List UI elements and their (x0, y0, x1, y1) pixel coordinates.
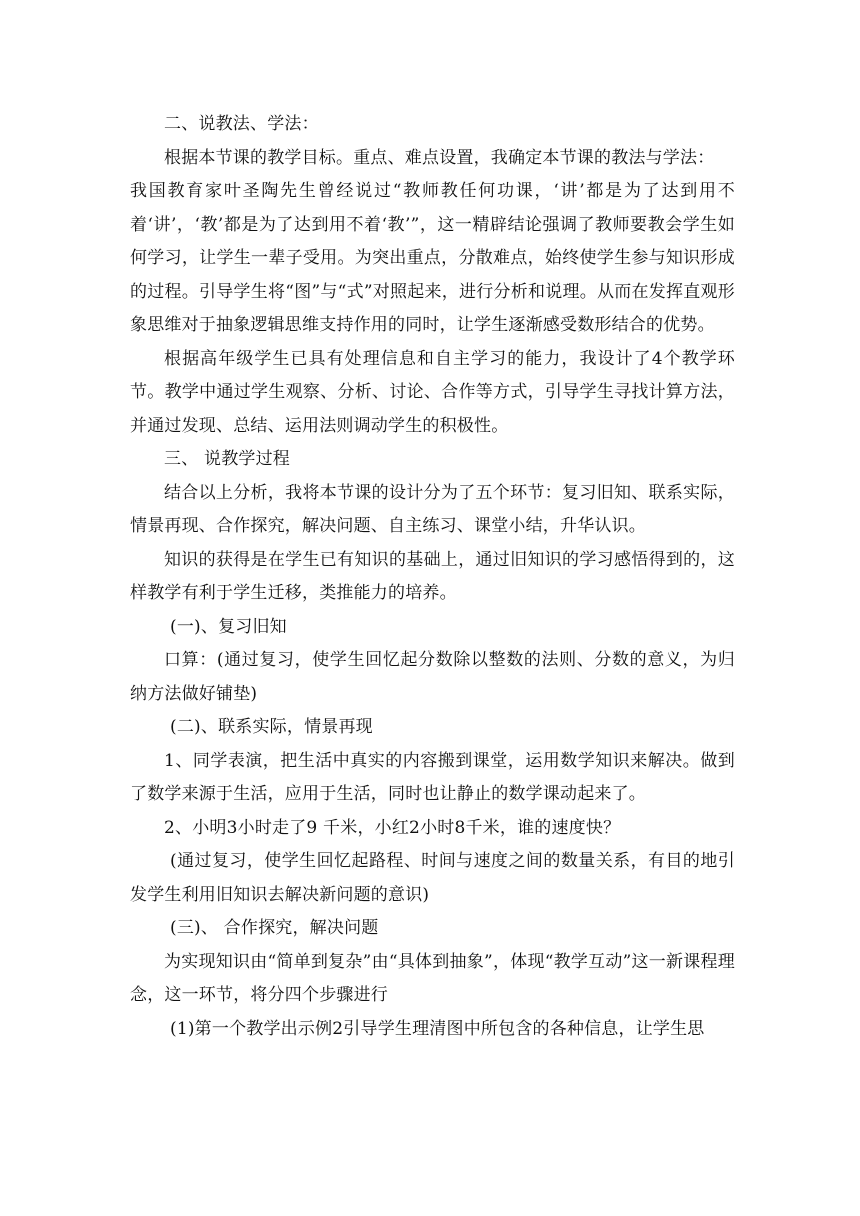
paragraph: 我国教育家叶圣陶先生曾经说过“教师教任何功课，‘讲’都是为了达到用不着‘讲’，‘教’都是为了达到用不着‘教’”，这一精辟结论强调了教师要教会学生如何学习，让学生一辈子受用。为突出重点，分散难点，始终使学生参与知识形成的过程。引导学生将“图”与“式”对照起来，进行分析和说理。从而在发挥直观形象思维对于抽象逻辑思维支持作用的同时，让学生逐渐感受数形结合的优势。 (130, 181, 735, 335)
paragraph: 根据高年级学生已具有处理信息和自主学习的能力，我设计了4个教学环节。教学中通过学生观察、分析、讨论、合作等方式，引导学生寻找计算方法，并通过发现、总结、运用法则调动学生的积极性。 (130, 348, 735, 436)
paragraph: 根据本节课的教学目标。重点、难点设置，我确定本节课的教法与学法： (164, 147, 715, 168)
paragraph: (1)第一个教学出示例2引导学生理清图中所包含的各种信息，让学生思 (170, 1018, 705, 1039)
paragraph: 1、同学表演，把生活中真实的内容搬到课堂，运用数学知识来解决。做到了数学来源于生活，应用于生活，同时也让静止的数学课动起来了。 (130, 750, 735, 804)
paragraph: 结合以上分析，我将本节课的设计分为了五个环节：复习旧知、联系实际，情景再现、合作探究，解决问题、自主练习、课堂小结，升华认识。 (130, 482, 735, 536)
paragraph: 口算：(通过复习，使学生回忆起分数除以整数的法则、分数的意义，为归纳方法做好铺垫) (130, 650, 735, 704)
paragraph: (通过复习，使学生回忆起路程、时间与速度之间的数量关系，有目的地引发学生利用旧知识去解决新问题的意识) (130, 851, 735, 905)
paragraph: 2、小明3小时走了9 千米，小红2小时8千米，谁的速度快？ (164, 817, 621, 838)
subsection-heading-review: (一)、复习旧知 (170, 616, 287, 637)
section-heading-teaching-methods: 二、说教法、学法： (164, 114, 319, 134)
subsection-heading-real-life: (二)、联系实际，情景再现 (170, 717, 373, 737)
paragraph: 知识的获得是在学生已有知识的基础上，通过旧知识的学习感悟得到的，这样教学有利于学生迁移，类推能力的培养。 (130, 549, 735, 603)
document-body (130, 108, 735, 1046)
paragraph: 为实现知识由“简单到复杂”由“具体到抽象”，体现“教学互动”这一新课程理念，这一环节，将分四个步骤进行 (130, 951, 735, 1005)
subsection-heading-cooperative-inquiry: (三)、 合作探究，解决问题 (170, 918, 379, 938)
section-heading-teaching-process: 三、 说教学过程 (164, 449, 291, 469)
